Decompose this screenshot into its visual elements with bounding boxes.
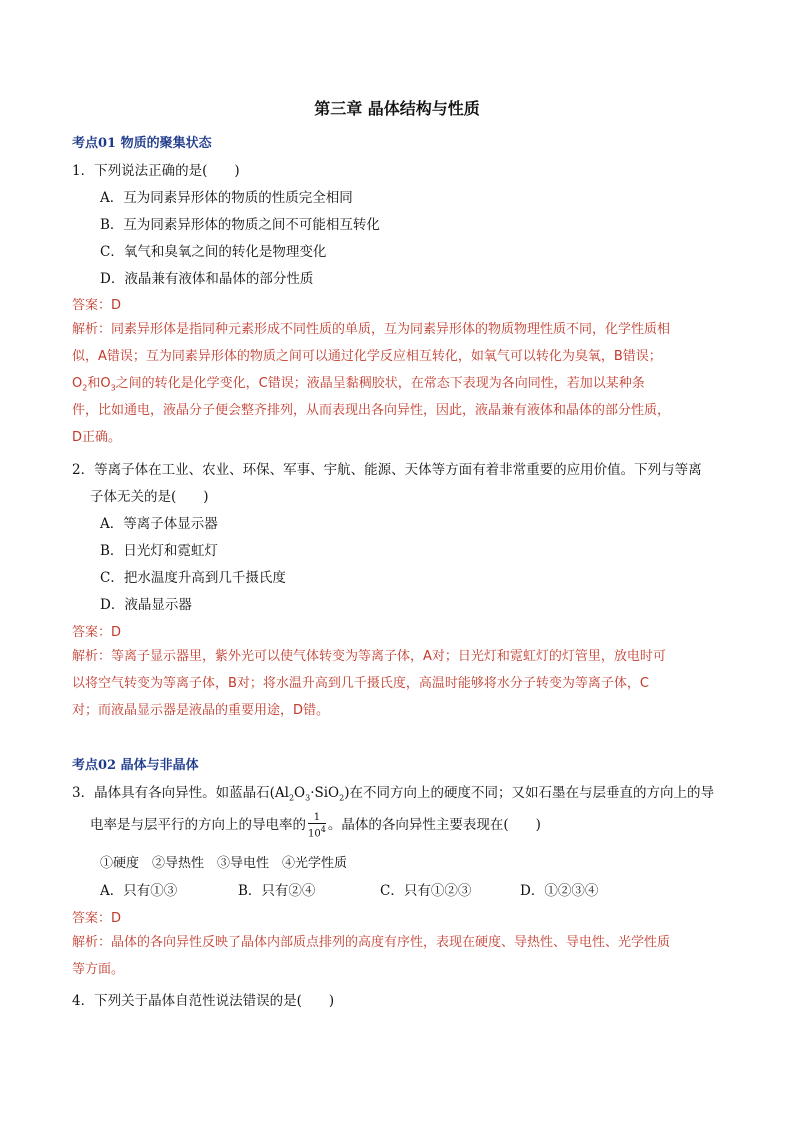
question-1-analysis-line-1: 解析：同素异形体是指同种元素形成不同性质的单质，互为同素异形体的物质物理性质不同，化学性质相: [72, 322, 671, 337]
question-3-option-c: C．只有①②③: [380, 883, 472, 899]
question-2-option-d: D．液晶显示器: [100, 597, 192, 613]
question-2-stem-line-1: 2．等离子体在工业、农业、环保、军事、宇航、能源、天体等方面有着非常重要的应用价值。下列与等离: [72, 462, 702, 478]
question-1-option-b: B．互为同素异形体的物质之间不可能相互转化: [100, 217, 380, 233]
section-heading-2: 考点02 晶体与非晶体: [72, 758, 199, 773]
question-1-analysis-line-4: 件，比如通电，液晶分子便会整齐排列，从而表现出各向异性，因此，液晶兼有液体和晶体的部分性质，: [72, 403, 671, 418]
question-2-option-c: C．把水温度升高到几千摄氏度: [100, 570, 286, 586]
question-1-answer: 答案：D: [72, 298, 122, 313]
question-2-stem-line-2: 子体无关的是( ): [90, 489, 209, 505]
question-1-option-d: D．液晶兼有液体和晶体的部分性质: [100, 271, 314, 287]
question-3-analysis-line-2: 等方面。: [72, 962, 125, 977]
question-2-analysis-line-1: 解析：等离子显示器里，紫外光可以使气体转变为等离子体，A对；日光灯和霓虹灯的灯管里，放电时可: [72, 649, 666, 664]
question-2-option-b: B．日光灯和霓虹灯: [100, 543, 218, 559]
fraction-one-over-ten-thousand: $\frac{1}{10^4}$: [308, 812, 326, 840]
question-3-analysis-line-1: 解析：晶体的各向异性反映了晶体内部质点排列的高度有序性，表现在硬度、导热性、导电性、光学性质: [72, 935, 671, 950]
question-1-stem: 1．下列说法正确的是( ): [72, 163, 240, 179]
question-1-option-a: A．互为同素异形体的物质的性质完全相同: [100, 190, 353, 206]
question-2-analysis-line-3: 对；而液晶显示器是液晶的重要用途，D错。: [72, 703, 330, 718]
question-4-stem: 4．下列关于晶体自范性说法错误的是( ): [72, 993, 335, 1009]
question-3-items: ①硬度 ②导热性 ③导电性 ④光学性质: [100, 856, 348, 871]
question-2-answer: 答案：D: [72, 625, 122, 640]
question-3-option-a: A．只有①③: [100, 883, 178, 899]
page-title: 第三章 晶体结构与性质: [314, 99, 480, 118]
question-3-option-b: B．只有②④: [238, 883, 316, 899]
question-2-analysis-line-2: 以将空气转变为等离子体，B对；将水温升高到几千摄氏度，高温时能够将水分子转变为等离子体，C: [72, 676, 649, 691]
question-3-stem-line-2: 电率是与层平行的方向上的导电率的 $\frac{1}{10^4}$ 。晶体的各向异性主要表现在( ): [90, 812, 541, 840]
question-1-analysis-line-2: 似，A错误；互为同素异形体的物质之间可以通过化学反应相互转化，如氧气可以转化为臭氧，B错误；: [72, 349, 662, 364]
question-1-option-c: C．氧气和臭氧之间的转化是物理变化: [100, 244, 327, 260]
question-3-answer: 答案：D: [72, 911, 122, 926]
section-heading-1: 考点01 物质的聚集状态: [72, 136, 212, 151]
question-1-analysis-line-3: $O_2$和$O_3$之间的转化是化学变化，C错误；液晶呈黏稠胶状，在常态下表现为各向同性，若加以某种条: [72, 376, 645, 393]
question-3-option-d: D．①②③④: [520, 883, 599, 899]
question-1-analysis-line-5: D正确。: [72, 430, 122, 445]
question-3-stem-line-1: 3．晶体具有各向异性。如蓝晶石$(Al_2O_3\cdot SiO_2)$在不同方向上的硬度不同；又如石墨在与层垂直的方向上的导: [72, 785, 715, 803]
question-2-option-a: A．等离子体显示器: [100, 516, 218, 532]
